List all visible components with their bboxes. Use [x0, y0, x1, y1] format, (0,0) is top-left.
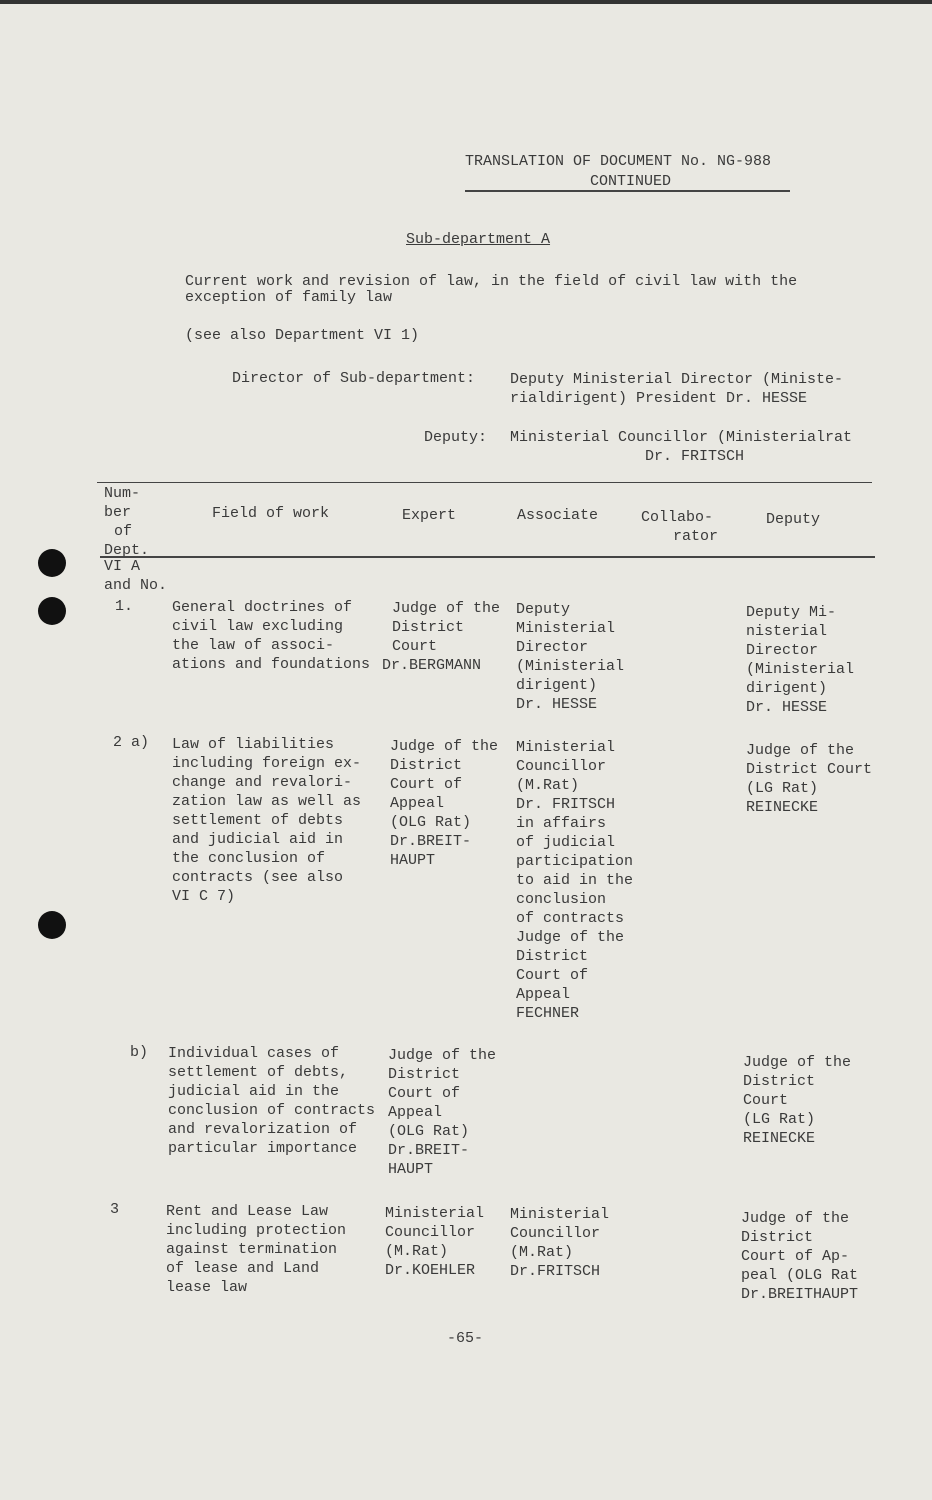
cell-line: VI C 7)	[172, 888, 236, 905]
cell-line: Judge of the	[516, 929, 625, 946]
table-top-rule	[97, 482, 872, 483]
cell-line: of contracts	[516, 910, 625, 927]
cell-line: Ministerial	[385, 1205, 485, 1222]
cell-line: District	[388, 1066, 461, 1083]
row-deputy	[746, 603, 854, 717]
cell-line: participation	[516, 853, 634, 870]
director-line: Deputy Ministerial Director (Ministe-	[510, 371, 844, 388]
cell-line: Dr.BREIT-	[388, 1142, 470, 1159]
page-number: -65-	[447, 1330, 484, 1347]
cell-line: District	[392, 619, 465, 636]
document-subtitle: CONTINUED	[590, 173, 672, 190]
cell-line: the conclusion of	[172, 850, 326, 867]
column-header-number	[104, 484, 149, 560]
cell-line: (LG Rat)	[746, 780, 819, 797]
cell-line: lease law	[166, 1279, 248, 1296]
cell-line: Court of	[388, 1085, 461, 1102]
director-line: rialdirigent) President Dr. HESSE	[510, 390, 808, 407]
cell-line: conclusion of contracts	[168, 1102, 376, 1119]
header-line: Collabo-	[641, 509, 714, 526]
section-description	[185, 272, 797, 307]
row-field	[172, 735, 361, 906]
deputy-value-line: Ministerial Councillor (Ministerialrat	[510, 429, 853, 446]
cell-line: Court of	[390, 776, 463, 793]
cell-line: Ministerial	[516, 739, 616, 756]
cell-line: Dr. HESSE	[746, 699, 828, 716]
cell-line: Appeal	[516, 986, 571, 1003]
top-edge	[0, 0, 932, 4]
dept-label	[104, 557, 167, 595]
see-also-note: (see also Department VI 1)	[185, 327, 420, 344]
punch-hole	[38, 597, 66, 625]
dept-label-line: and No.	[104, 577, 168, 594]
cell-line: (M.Rat)	[510, 1244, 574, 1261]
column-header-collaborator	[641, 508, 718, 546]
cell-line: and judicial aid in	[172, 831, 344, 848]
cell-line: and revalorization of	[168, 1121, 358, 1138]
cell-line: District Court	[746, 761, 873, 778]
dept-label-line: VI A	[104, 558, 141, 575]
cell-line: (Ministerial	[516, 658, 625, 675]
row-deputy	[746, 741, 872, 817]
row-expert	[388, 1046, 496, 1179]
cell-line: including protection	[166, 1222, 347, 1239]
header-rule	[465, 190, 790, 192]
cell-line: Judge of the	[392, 600, 501, 617]
cell-line: HAUPT	[390, 852, 436, 869]
cell-line: FECHNER	[516, 1005, 580, 1022]
cell-line: judicial aid in the	[168, 1083, 340, 1100]
cell-line: particular importance	[168, 1140, 358, 1157]
description-line: exception of family law	[185, 289, 393, 306]
cell-line: HAUPT	[388, 1161, 434, 1178]
header-line: of	[114, 523, 133, 540]
row-deputy	[743, 1053, 851, 1148]
cell-line: Judge of the	[390, 738, 499, 755]
cell-line: Court of	[516, 967, 589, 984]
cell-line: Dr. HESSE	[516, 696, 598, 713]
cell-line: Councillor	[510, 1225, 601, 1242]
cell-line: to aid in the	[516, 872, 634, 889]
row-number: 1.	[115, 598, 134, 615]
cell-line: Deputy Mi-	[746, 604, 837, 621]
cell-line: General doctrines of	[172, 599, 353, 616]
cell-line: District	[743, 1073, 816, 1090]
cell-line: settlement of debts	[172, 812, 344, 829]
cell-line: change and revalori-	[172, 774, 353, 791]
cell-line: Judge of the	[746, 742, 855, 759]
row-associate	[516, 738, 633, 1023]
cell-line: nisterial	[746, 623, 828, 640]
row-field	[172, 598, 370, 674]
cell-line: Judge of the	[743, 1054, 852, 1071]
cell-line: peal (OLG Rat	[741, 1267, 859, 1284]
row-expert	[390, 737, 498, 870]
cell-line: REINECKE	[743, 1130, 816, 1147]
cell-line: (M.Rat)	[385, 1243, 449, 1260]
cell-line: (LG Rat)	[743, 1111, 816, 1128]
document-title: TRANSLATION OF DOCUMENT No. NG-988	[465, 153, 772, 170]
cell-line: Individual cases of	[168, 1045, 340, 1062]
column-header-field: Field of work	[212, 505, 330, 522]
cell-line: of judicial	[516, 834, 616, 851]
header-line: ber	[104, 504, 132, 521]
cell-line: District	[741, 1229, 814, 1246]
cell-line: (OLG Rat)	[388, 1123, 470, 1140]
cell-line: Dr. FRITSCH	[516, 796, 616, 813]
row-associate	[516, 600, 624, 714]
description-line: Current work and revision of law, in the field of civil law with the	[185, 273, 798, 290]
cell-line: zation law as well as	[172, 793, 362, 810]
cell-line: including foreign ex-	[172, 755, 362, 772]
director-label: Director of Sub-department:	[232, 370, 476, 387]
punch-hole	[38, 549, 66, 577]
row-number: 3	[110, 1201, 120, 1218]
cell-line: Judge of the	[388, 1047, 497, 1064]
cell-line: Court of Ap-	[741, 1248, 850, 1265]
cell-line: Deputy	[516, 601, 571, 618]
cell-line: (OLG Rat)	[390, 814, 472, 831]
cell-line: Dr.KOEHLER	[385, 1262, 476, 1279]
column-header-deputy: Deputy	[766, 511, 821, 528]
cell-line: against termination	[166, 1241, 338, 1258]
header-line: rator	[673, 528, 719, 545]
cell-line: Dr.BERGMANN	[382, 657, 482, 674]
cell-line: Dr.FRITSCH	[510, 1263, 601, 1280]
deputy-value-line: Dr. FRITSCH	[645, 448, 745, 465]
column-header-associate: Associate	[517, 507, 599, 524]
section-heading: Sub-department A	[406, 231, 551, 248]
cell-line: Court	[392, 638, 438, 655]
punch-hole	[38, 911, 66, 939]
header-line: Num-	[104, 485, 141, 502]
cell-line: (Ministerial	[746, 661, 855, 678]
row-number: b)	[130, 1044, 149, 1061]
cell-line: civil law excluding	[172, 618, 344, 635]
cell-line: Director	[746, 642, 819, 659]
cell-line: of lease and Land	[166, 1260, 320, 1277]
cell-line: in affairs	[516, 815, 607, 832]
deputy-label: Deputy:	[424, 429, 488, 446]
cell-line: Court	[743, 1092, 789, 1109]
director-value	[510, 370, 843, 408]
cell-line: Dr.BREITHAUPT	[741, 1286, 859, 1303]
row-expert	[382, 599, 501, 675]
cell-line: conclusion	[516, 891, 607, 908]
cell-line: dirigent)	[516, 677, 598, 694]
cell-line: the law of associ-	[172, 637, 335, 654]
row-deputy	[741, 1209, 858, 1304]
cell-line: Judge of the	[741, 1210, 850, 1227]
cell-line: REINECKE	[746, 799, 819, 816]
row-number: 2 a)	[113, 734, 150, 751]
cell-line: District	[390, 757, 463, 774]
row-field	[166, 1202, 346, 1297]
row-associate	[510, 1205, 609, 1281]
cell-line: Councillor	[385, 1224, 476, 1241]
cell-line: Rent and Lease Law	[166, 1203, 329, 1220]
cell-line: Director	[516, 639, 589, 656]
cell-line: ations and foundations	[172, 656, 371, 673]
cell-line: Councillor	[516, 758, 607, 775]
cell-line: Ministerial	[516, 620, 616, 637]
cell-line: District	[516, 948, 589, 965]
cell-line: dirigent)	[746, 680, 828, 697]
cell-line: Law of liabilities	[172, 736, 335, 753]
row-field	[168, 1044, 375, 1158]
table-header-rule	[100, 556, 875, 558]
cell-line: Appeal	[388, 1104, 443, 1121]
cell-line: settlement of debts,	[168, 1064, 349, 1081]
cell-line: Ministerial	[510, 1206, 610, 1223]
column-header-expert: Expert	[402, 507, 457, 524]
cell-line: Appeal	[390, 795, 445, 812]
cell-line: contracts (see also	[172, 869, 344, 886]
row-expert	[385, 1204, 484, 1280]
cell-line: (M.Rat)	[516, 777, 580, 794]
cell-line: Dr.BREIT-	[390, 833, 472, 850]
header-line: Dept.	[104, 542, 150, 559]
